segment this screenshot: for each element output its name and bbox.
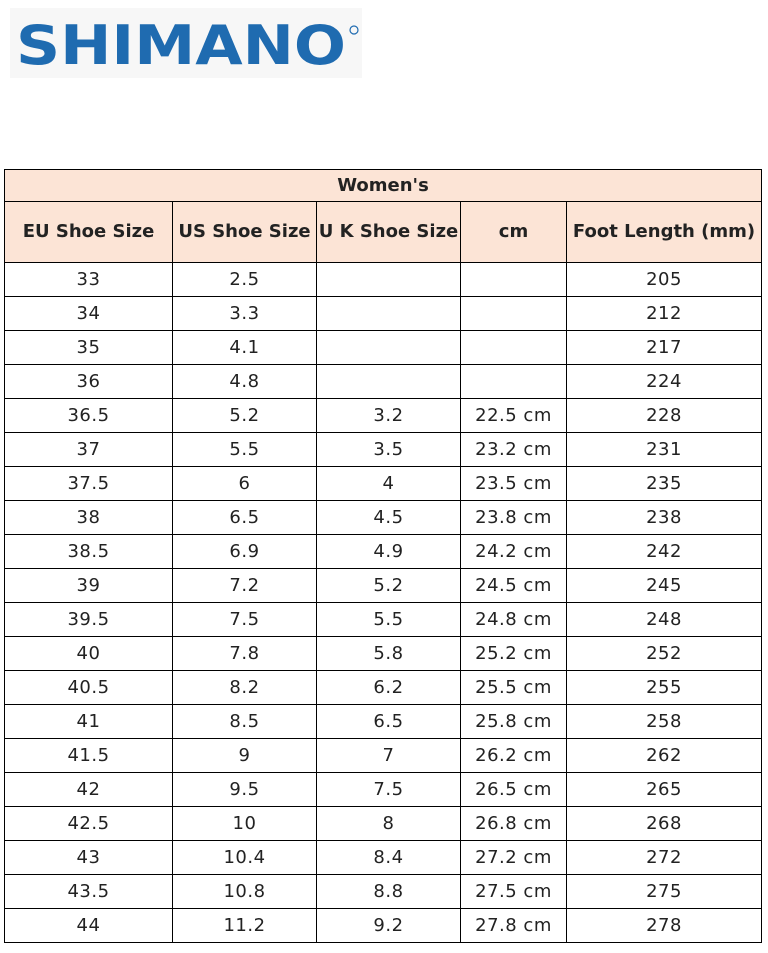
cell-cm: 23.8 cm (461, 501, 567, 535)
cell-foot-length: 275 (567, 875, 762, 909)
cell-cm: 25.5 cm (461, 671, 567, 705)
table-row (5, 331, 762, 365)
cell-us-size: 3.3 (173, 297, 317, 331)
cell-us-size: 10.4 (173, 841, 317, 875)
cell-cm: 23.2 cm (461, 433, 567, 467)
cell-cm: 25.8 cm (461, 705, 567, 739)
cell-uk-size: 6.2 (317, 671, 461, 705)
cell-uk-size: 6.5 (317, 705, 461, 739)
table-row (5, 501, 762, 535)
cell-uk-size: 4.9 (317, 535, 461, 569)
table-row (5, 569, 762, 603)
cell-uk-size: 5.8 (317, 637, 461, 671)
cell-us-size: 9.5 (173, 773, 317, 807)
cell-us-size: 7.2 (173, 569, 317, 603)
cell-foot-length: 252 (567, 637, 762, 671)
cell-cm: 24.5 cm (461, 569, 567, 603)
cell-cm: 27.8 cm (461, 909, 567, 943)
cell-foot-length: 205 (567, 263, 762, 297)
table-title-row (5, 170, 762, 202)
cell-uk-size: 5.2 (317, 569, 461, 603)
cell-cm: 27.5 cm (461, 875, 567, 909)
table-row (5, 909, 762, 943)
cell-foot-length: 248 (567, 603, 762, 637)
cell-uk-size (317, 365, 461, 399)
cell-eu-size: 36.5 (5, 399, 173, 433)
table-row (5, 637, 762, 671)
cell-uk-size (317, 297, 461, 331)
cell-foot-length: 258 (567, 705, 762, 739)
cell-us-size: 11.2 (173, 909, 317, 943)
registered-mark-icon (350, 26, 358, 34)
cell-eu-size: 33 (5, 263, 173, 297)
cell-uk-size: 8.8 (317, 875, 461, 909)
cell-us-size: 4.1 (173, 331, 317, 365)
table-row (5, 705, 762, 739)
cell-foot-length: 212 (567, 297, 762, 331)
cell-uk-size (317, 263, 461, 297)
cell-us-size: 10.8 (173, 875, 317, 909)
cell-us-size: 9 (173, 739, 317, 773)
brand-logo (10, 8, 362, 78)
table-title: Women's (5, 170, 762, 202)
table-row (5, 297, 762, 331)
cell-foot-length: 268 (567, 807, 762, 841)
cell-us-size: 8.2 (173, 671, 317, 705)
table-row (5, 841, 762, 875)
cell-cm: 24.2 cm (461, 535, 567, 569)
cell-uk-size: 5.5 (317, 603, 461, 637)
table-row (5, 399, 762, 433)
table-row (5, 433, 762, 467)
shimano-logo-icon (10, 8, 362, 78)
cell-eu-size: 35 (5, 331, 173, 365)
cell-eu-size: 44 (5, 909, 173, 943)
column-header-eu: EU Shoe Size (5, 202, 173, 263)
cell-us-size: 4.8 (173, 365, 317, 399)
table-row (5, 875, 762, 909)
cell-eu-size: 43 (5, 841, 173, 875)
cell-foot-length: 245 (567, 569, 762, 603)
cell-cm: 26.8 cm (461, 807, 567, 841)
cell-eu-size: 40.5 (5, 671, 173, 705)
cell-uk-size: 8 (317, 807, 461, 841)
cell-foot-length: 238 (567, 501, 762, 535)
cell-cm: 22.5 cm (461, 399, 567, 433)
table-row (5, 773, 762, 807)
cell-uk-size: 8.4 (317, 841, 461, 875)
cell-us-size: 5.2 (173, 399, 317, 433)
column-header-uk: U K Shoe Size (317, 202, 461, 263)
cell-uk-size: 3.2 (317, 399, 461, 433)
cell-foot-length: 255 (567, 671, 762, 705)
cell-uk-size: 4.5 (317, 501, 461, 535)
cell-us-size: 10 (173, 807, 317, 841)
cell-foot-length: 235 (567, 467, 762, 501)
cell-foot-length: 272 (567, 841, 762, 875)
table-row (5, 365, 762, 399)
cell-eu-size: 36 (5, 365, 173, 399)
cell-cm: 23.5 cm (461, 467, 567, 501)
cell-eu-size: 42 (5, 773, 173, 807)
cell-eu-size: 41 (5, 705, 173, 739)
cell-eu-size: 39 (5, 569, 173, 603)
cell-foot-length: 224 (567, 365, 762, 399)
cell-eu-size: 41.5 (5, 739, 173, 773)
table-row (5, 263, 762, 297)
cell-eu-size: 43.5 (5, 875, 173, 909)
cell-cm (461, 297, 567, 331)
cell-foot-length: 278 (567, 909, 762, 943)
column-header-cm: cm (461, 202, 567, 263)
column-header-us: US Shoe Size (173, 202, 317, 263)
cell-cm: 26.5 cm (461, 773, 567, 807)
cell-us-size: 7.8 (173, 637, 317, 671)
cell-us-size: 6.5 (173, 501, 317, 535)
cell-foot-length: 231 (567, 433, 762, 467)
cell-eu-size: 37 (5, 433, 173, 467)
cell-us-size: 2.5 (173, 263, 317, 297)
cell-eu-size: 37.5 (5, 467, 173, 501)
column-header-foot-length: Foot Length (mm) (567, 202, 762, 263)
cell-foot-length: 228 (567, 399, 762, 433)
cell-uk-size: 4 (317, 467, 461, 501)
cell-cm (461, 331, 567, 365)
cell-cm (461, 263, 567, 297)
cell-cm: 24.8 cm (461, 603, 567, 637)
cell-uk-size: 9.2 (317, 909, 461, 943)
cell-us-size: 6 (173, 467, 317, 501)
cell-cm: 25.2 cm (461, 637, 567, 671)
table-row (5, 807, 762, 841)
cell-us-size: 8.5 (173, 705, 317, 739)
table-row (5, 467, 762, 501)
cell-eu-size: 34 (5, 297, 173, 331)
logo-wordmark: SHIMANO (16, 14, 346, 77)
cell-foot-length: 217 (567, 331, 762, 365)
table-row (5, 739, 762, 773)
cell-uk-size: 3.5 (317, 433, 461, 467)
cell-eu-size: 39.5 (5, 603, 173, 637)
cell-foot-length: 262 (567, 739, 762, 773)
table-row (5, 671, 762, 705)
cell-foot-length: 265 (567, 773, 762, 807)
cell-eu-size: 40 (5, 637, 173, 671)
cell-uk-size (317, 331, 461, 365)
womens-size-table (4, 169, 762, 943)
table-row (5, 603, 762, 637)
cell-us-size: 7.5 (173, 603, 317, 637)
table-body (5, 263, 762, 943)
cell-us-size: 6.9 (173, 535, 317, 569)
cell-cm (461, 365, 567, 399)
cell-eu-size: 38 (5, 501, 173, 535)
cell-eu-size: 38.5 (5, 535, 173, 569)
cell-foot-length: 242 (567, 535, 762, 569)
cell-cm: 27.2 cm (461, 841, 567, 875)
cell-cm: 26.2 cm (461, 739, 567, 773)
cell-uk-size: 7 (317, 739, 461, 773)
table-row (5, 535, 762, 569)
table-header-row (5, 202, 762, 263)
cell-eu-size: 42.5 (5, 807, 173, 841)
cell-us-size: 5.5 (173, 433, 317, 467)
cell-uk-size: 7.5 (317, 773, 461, 807)
